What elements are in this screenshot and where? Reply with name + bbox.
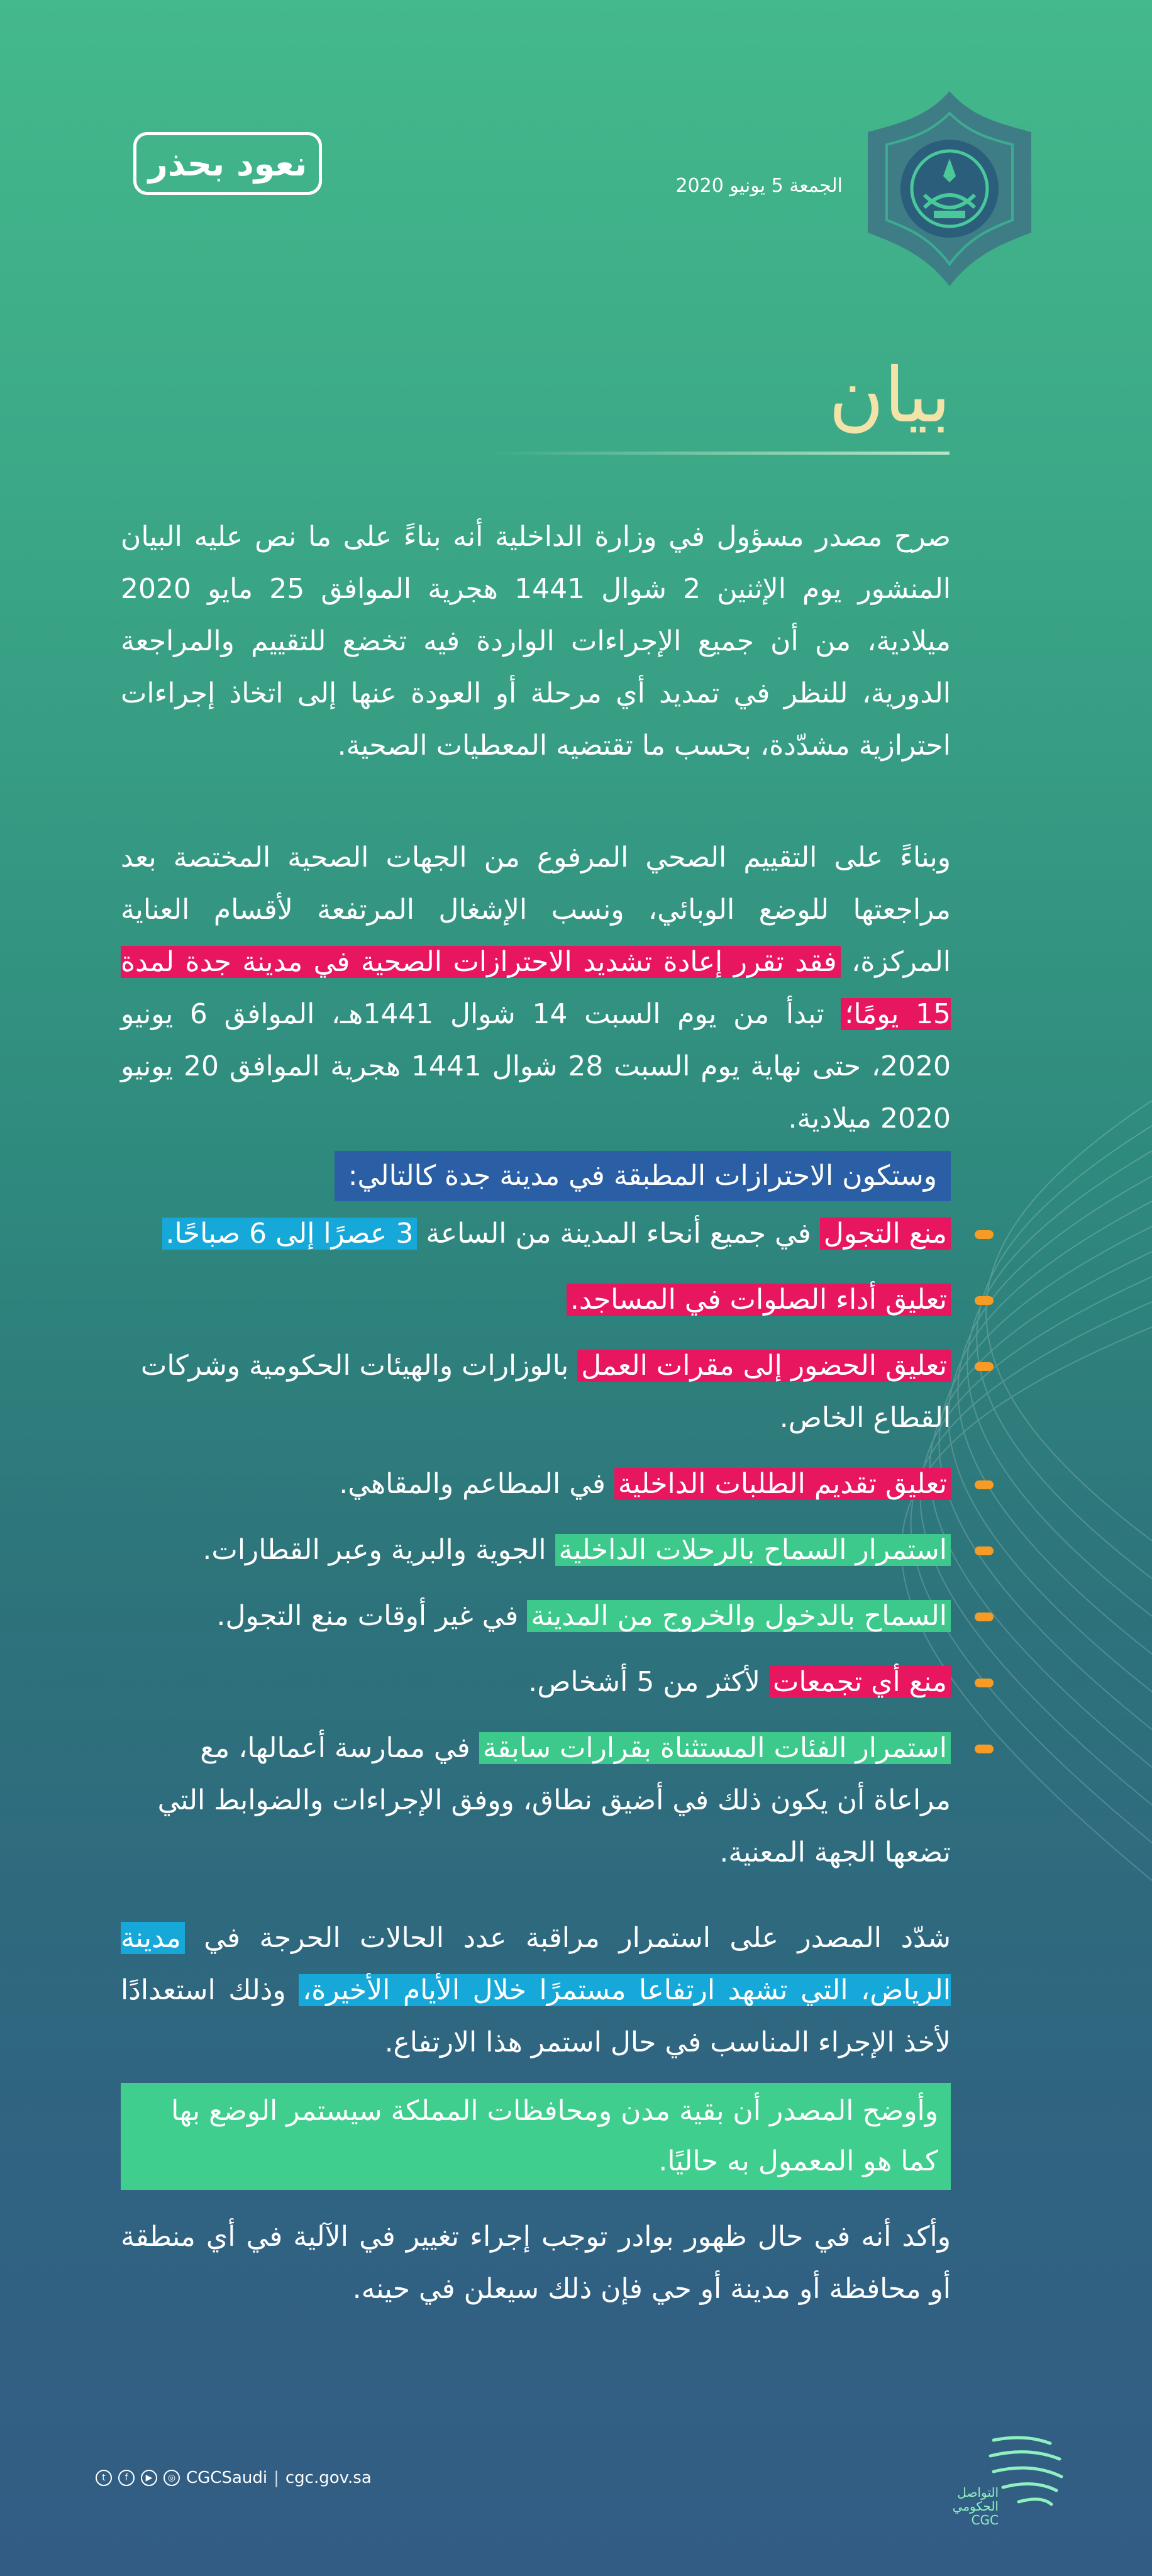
measure-text: لأكثر من 5 أشخاص. bbox=[528, 1666, 769, 1698]
measure-highlight: استمرار السماح بالرحلات الداخلية bbox=[555, 1534, 951, 1566]
measure-highlight: منع أي تجمعات bbox=[769, 1666, 951, 1698]
measure-text: في المطاعم والمقاهي. bbox=[339, 1468, 614, 1500]
riyadh-text-end: وذلك استعدادًا لأخذ الإجراء المناسب في حال استمر هذا الارتفاع. bbox=[121, 1974, 951, 2058]
logo-arabic-line1: التواصل bbox=[957, 2485, 999, 2500]
list-item bbox=[121, 1208, 1007, 1260]
headline-divider bbox=[484, 452, 950, 455]
other-cities-note: وأوضح المصدر أن بقية مدن ومحافظات المملكة سيستمر الوضع بها كما هو المعمول به حاليًا. bbox=[121, 2083, 951, 2190]
bullet-dot bbox=[975, 1745, 994, 1753]
decision-text-end: تبدأ من يوم السبت 14 شوال 1441هـ، الموافق 6 يونيو 2020، حتى نهاية يوم السبت 28 شوال 1441 هجرية الموافق 20 يونيو 2020 ميلادية. bbox=[121, 998, 951, 1135]
twitter-icon[interactable]: t bbox=[96, 2470, 112, 2486]
list-item bbox=[121, 1340, 1007, 1444]
statement-date: الجمعة 5 يونيو 2020 bbox=[675, 175, 843, 197]
social-handle[interactable]: CGCSaudi bbox=[186, 2468, 268, 2487]
bullet-dot bbox=[975, 1546, 994, 1555]
bullet-dot bbox=[975, 1230, 994, 1239]
list-item bbox=[121, 1458, 1007, 1510]
saudi-emblem-icon bbox=[861, 88, 1038, 289]
measure-highlight: تعليق تقديم الطلبات الداخلية bbox=[614, 1468, 951, 1500]
measure-text: في ممارسة أعمالها، مع مراعاة أن يكون ذلك في أضيق نطاق، ووفق الإجراءات والضوابط التي تضعها الجهة المعنية. bbox=[157, 1732, 951, 1868]
list-item bbox=[121, 1274, 1007, 1326]
paragraph-decision bbox=[121, 831, 951, 1145]
list-item bbox=[121, 1590, 1007, 1642]
measure-text: في غير أوقات منع التجول. bbox=[216, 1600, 528, 1632]
measure-highlight: تعليق الحضور إلى مقرات العمل bbox=[577, 1350, 951, 1382]
instagram-icon[interactable]: ◎ bbox=[163, 2470, 180, 2486]
youtube-icon[interactable]: ▶ bbox=[141, 2470, 157, 2486]
paragraph-closing: وأكد أنه في حال ظهور بوادر توجب إجراء تغيير في الآلية في أي منطقة أو محافظة أو مدينة أو حي فإن ذلك سيعلن في حينه. bbox=[121, 2221, 951, 2305]
bullet-dot bbox=[975, 1362, 994, 1371]
curfew-hours-highlight: 3 عصرًا إلى 6 صباحًا. bbox=[162, 1218, 418, 1250]
paragraph-intro: صرح مصدر مسؤول في وزارة الداخلية أنه بناءً على ما نص عليه البيان المنشور يوم الإثنين 2 شوال 1441 هجرية الموافق 25 مايو 2020 ميلادية، من أن جميع الإجراءات الواردة فيه تخضع للتقييم والمراجعة الدورية، للنظر في تمديد أي مرحلة أو العودة عنها إلى اتخاذ إجراءات احترازية مشدّدة، بحسب ما تقتضيه المعطيات الصحية. bbox=[121, 521, 951, 762]
bullet-dot bbox=[975, 1679, 994, 1687]
measure-highlight: استمرار الفئات المستثناة بقرارات سابقة bbox=[479, 1732, 951, 1764]
bullet-dot bbox=[975, 1480, 994, 1489]
measure-text: في جميع أنحاء المدينة من الساعة bbox=[417, 1218, 820, 1250]
footer-contacts bbox=[96, 2465, 372, 2490]
measure-text: الجوية والبرية وعبر القطارات. bbox=[202, 1534, 555, 1566]
decision-highlight: فقد تقرر إعادة تشديد الاحترازات الصحية في مدينة جدة لمدة 15 يومًا؛ bbox=[121, 946, 951, 1030]
list-item bbox=[121, 1722, 1007, 1879]
riyadh-highlight: مدينة الرياض، التي تشهد ارتفاعا مستمرًا خلال الأيام الأخيرة، bbox=[121, 1922, 951, 2006]
decision-text-start: وبناءً على التقييم الصحي المرفوع من الجهات الصحية المختصة بعد مراجعتها للوضع الوبائي، ونسب الإشغال المرتفعة لأقسام العناية المركزة، bbox=[121, 841, 951, 978]
paragraph-riyadh bbox=[121, 1912, 951, 2068]
footer-separator: | bbox=[274, 2468, 279, 2487]
measures-list bbox=[121, 1208, 1007, 1892]
website-link[interactable]: cgc.gov.sa bbox=[285, 2468, 372, 2487]
slogan-text: نعود بحذر bbox=[148, 143, 307, 184]
logo-latin: CGC bbox=[971, 2512, 999, 2528]
cgc-logo-text bbox=[923, 2485, 999, 2527]
measure-highlight: منع التجول bbox=[820, 1218, 951, 1250]
list-item bbox=[121, 1524, 1007, 1576]
measure-text: بالوزارات والهيئات الحكومية وشركات القطاع الخاص. bbox=[140, 1350, 951, 1434]
bullet-dot bbox=[975, 1613, 994, 1621]
headline-title: بيان bbox=[828, 352, 951, 440]
measure-highlight: تعليق أداء الصلوات في المساجد. bbox=[567, 1284, 951, 1316]
measures-title: وستكون الاحترازات المطبقة في مدينة جدة كالتالي: bbox=[335, 1151, 951, 1201]
list-item bbox=[121, 1656, 1007, 1708]
logo-arabic-line2: الحكومي bbox=[952, 2499, 999, 2514]
measure-highlight: السماح بالدخول والخروج من المدينة bbox=[527, 1600, 951, 1632]
slogan-badge bbox=[133, 132, 322, 195]
bullet-dot bbox=[975, 1296, 994, 1305]
riyadh-text-start: شدّد المصدر على استمرار مراقبة عدد الحالات الحرجة في bbox=[184, 1922, 951, 1954]
facebook-icon[interactable]: f bbox=[118, 2470, 135, 2486]
